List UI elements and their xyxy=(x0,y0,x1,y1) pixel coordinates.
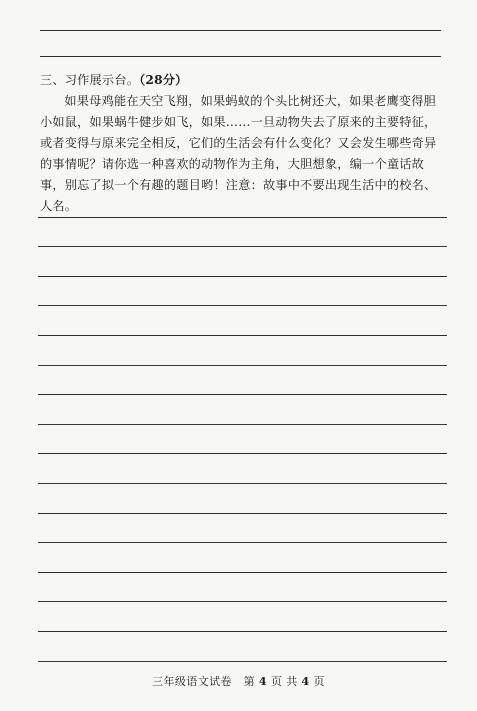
footer-page-number: 4 xyxy=(258,675,267,688)
section-heading xyxy=(40,70,440,91)
writing-line[interactable] xyxy=(38,218,447,248)
writing-line[interactable] xyxy=(38,543,447,573)
section-score: （28分） xyxy=(139,73,188,87)
composition-prompt: 如果母鸡能在天空飞翔，如果蚂蚁的个头比树还大，如果老鹰变得胆小如鼠，如果蜗牛健步如飞，如果……一旦动物失去了原来的主要特征，或者变得与原来完全相反，它们的生活会有什么变化？又会发生哪些奇异的事情呢？请你选一种喜欢的动物作为主角，大胆想象，编一个童话故事，别忘了拟一个有趣的题目哟！注意：故事中不要出现生活中的校名、人名。 xyxy=(40,94,437,213)
writing-line[interactable] xyxy=(38,632,447,662)
writing-line[interactable] xyxy=(38,366,447,396)
writing-line[interactable] xyxy=(38,306,447,336)
answer-line xyxy=(40,30,441,31)
writing-line[interactable] xyxy=(38,395,447,425)
answer-line xyxy=(40,56,441,57)
writing-area[interactable] xyxy=(38,188,447,662)
footer-total-pages: 4 xyxy=(301,675,310,688)
footer-total-unit: 页 xyxy=(313,675,325,688)
writing-line[interactable] xyxy=(38,484,447,514)
page-footer xyxy=(0,673,477,689)
writing-line[interactable] xyxy=(38,425,447,455)
writing-line[interactable] xyxy=(38,336,447,366)
section-title: 三、习作展示台。 xyxy=(40,73,140,87)
writing-line[interactable] xyxy=(38,602,447,632)
footer-subject: 三年级语文试卷 xyxy=(152,675,232,688)
footer-page-unit: 页 xyxy=(270,675,283,688)
writing-line[interactable] xyxy=(38,454,447,484)
writing-line[interactable] xyxy=(38,514,447,544)
writing-line[interactable] xyxy=(38,247,447,277)
writing-line[interactable] xyxy=(38,573,447,603)
writing-line[interactable] xyxy=(38,277,447,307)
footer-page-label: 第 xyxy=(243,675,256,688)
writing-line[interactable] xyxy=(38,188,447,218)
footer-total-label: 共 xyxy=(286,675,298,688)
